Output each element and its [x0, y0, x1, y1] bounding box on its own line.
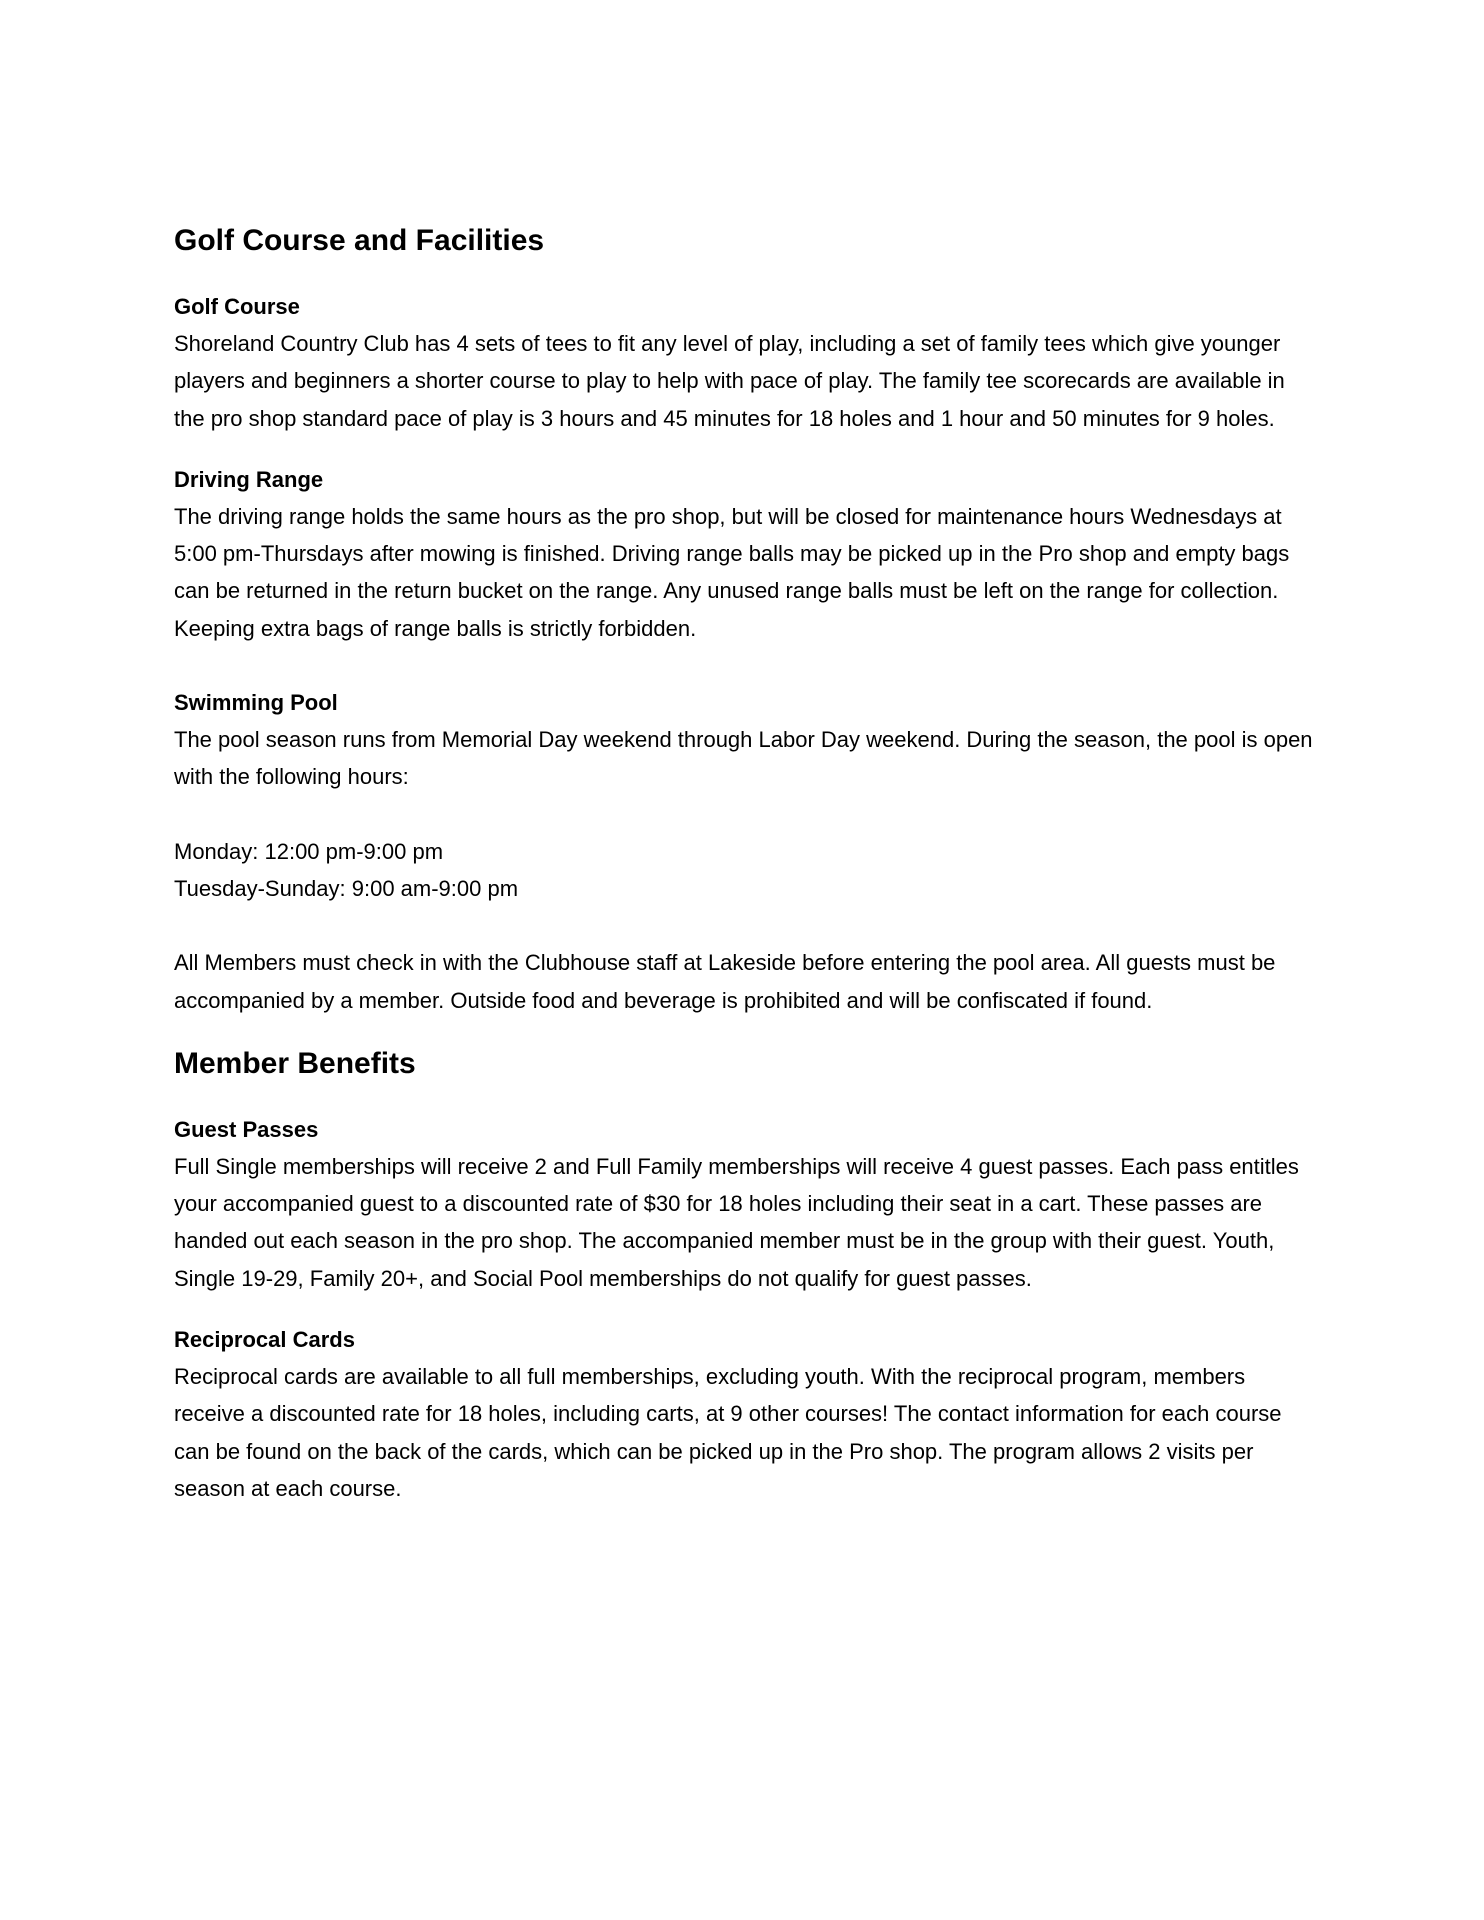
spacer	[174, 647, 1320, 684]
pool-hours-tuesday-sunday: Tuesday-Sunday: 9:00 am-9:00 pm	[174, 875, 519, 901]
document-content	[174, 220, 1320, 1507]
spacer	[174, 1297, 1320, 1321]
spacer	[174, 796, 1320, 833]
spacer	[174, 907, 1320, 944]
subheading-golf-course: Golf Course	[174, 294, 300, 319]
subheading-reciprocal-cards: Reciprocal Cards	[174, 1327, 355, 1353]
paragraph-pool-intro: The pool season runs from Memorial Day weekend through Labor Day weekend. During the season, the pool is open with the following hours:	[174, 727, 1313, 790]
spacer	[174, 437, 1320, 461]
paragraph-golf-course: Shoreland Country Club has 4 sets of tees to fit any level of play, including a set of family tees which give younger players and beginners a shorter course to play to help with pace of play. The family tee scorecards are available in the pro shop standard pace of play is 3 hours and 45 minutes for 18 holes and 1 hour and 50 minutes for 9 holes.	[174, 331, 1285, 431]
paragraph-driving-range: The driving range holds the same hours as the pro shop, but will be closed for maintenance hours Wednesdays at 5:00 pm-Thursdays after mowing is finished. Driving range balls may be picked up in the Pro shop and empty bags can be returned in the return bucket on the range. Any unused range balls must be left on the range for collection. Keeping extra bags of range balls is strictly forbidden.	[174, 503, 1290, 641]
subheading-swimming-pool: Swimming Pool	[174, 690, 338, 716]
subheading-driving-range: Driving Range	[174, 466, 324, 492]
subheading-guest-passes: Guest Passes	[174, 1116, 319, 1142]
section-heading-golf-course-and-facilities: Golf Course and Facilities	[174, 224, 545, 257]
paragraph-pool-rules: All Members must check in with the Clubhouse staff at Lakeside before entering the pool area. All guests must be accompanied by a member. Outside food and beverage is prohibited and will be confiscated if found.	[174, 950, 1276, 1013]
pool-hours-monday: Monday: 12:00 pm-9:00 pm	[174, 838, 444, 864]
paragraph-guest-passes: Full Single memberships will receive 2 and Full Family memberships will receive 4 guest passes. Each pass entitles your accompanied guest to a discounted rate of $30 for 18 holes including their seat in a cart. These passes are handed out each season in the pro shop. The accompanied member must be in the group with their guest. Youth, Single 19-29, Family 20+, and Social Pool memberships do not qualify for guest passes.	[174, 1153, 1299, 1291]
paragraph-reciprocal-cards: Reciprocal cards are available to all full memberships, excluding youth. With the reciprocal program, members receive a discounted rate for 18 holes, including carts, at 9 other courses! The contact information for each course can be found on the back of the cards, which can be picked up in the Pro shop. The program allows 2 visits per season at each course.	[174, 1364, 1282, 1501]
section-heading-member-benefits: Member Benefits	[174, 1046, 416, 1080]
